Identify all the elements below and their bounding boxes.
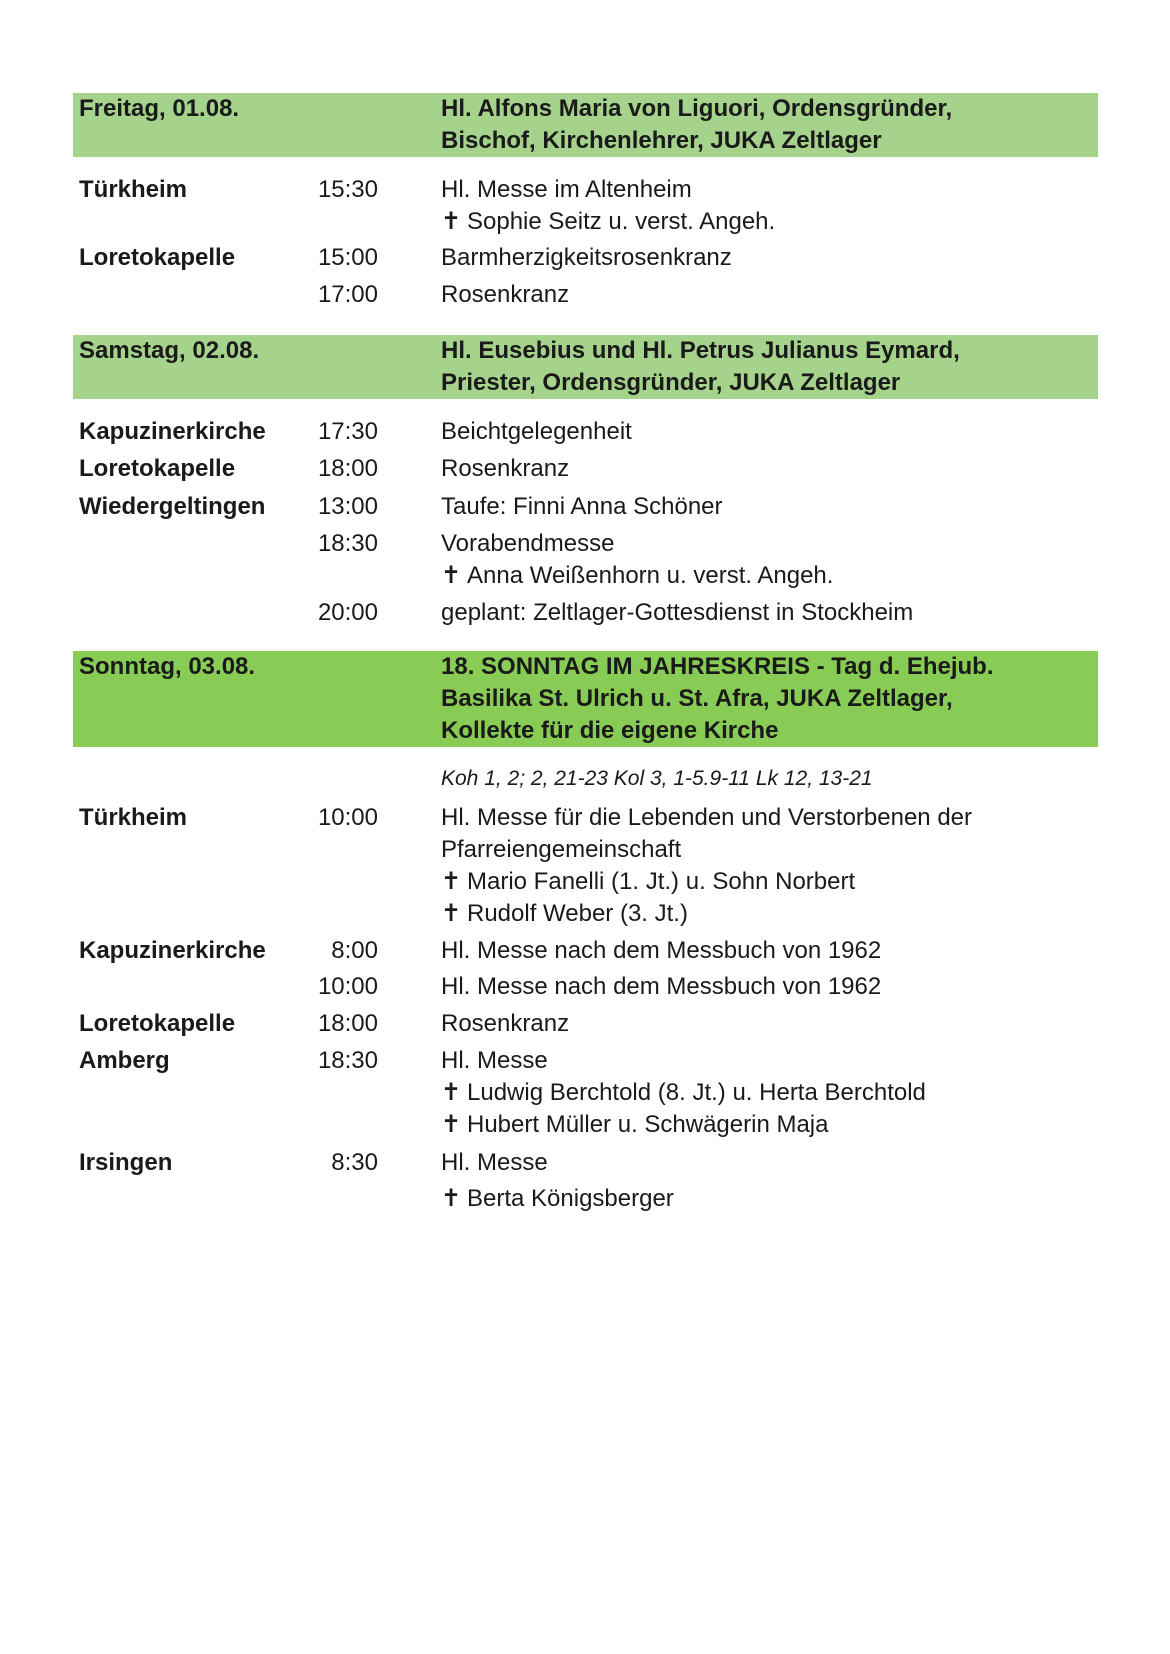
cross-icon: ✝ bbox=[441, 868, 462, 895]
entry-place: Wiedergeltingen bbox=[79, 493, 266, 520]
entry-time: 8:00 bbox=[331, 937, 378, 964]
entry-time: 17:30 bbox=[317, 418, 378, 445]
entry-event: Rosenkranz bbox=[441, 281, 570, 308]
entry-event: Rosenkranz bbox=[441, 1010, 570, 1037]
entry-time: 15:00 bbox=[317, 244, 378, 271]
day-feast-title: Hl. Eusebius und Hl. Petrus Julianus Eymard, Priester, Ordensgründer, JUKA Zeltlager bbox=[441, 337, 960, 396]
cross-icon: ✝ bbox=[441, 900, 462, 927]
day-date: Freitag, 01.08. bbox=[79, 95, 240, 122]
entry-event: Hl. Messe ✝ Ludwig Berchtold (8. Jt.) u. Herta Berchtold ✝ Hubert Müller u. Schwägerin Maja bbox=[441, 1045, 1121, 1141]
entry-time: 10:00 bbox=[317, 804, 378, 831]
entry-time: 10:00 bbox=[317, 973, 378, 1000]
intention: ✝ Ludwig Berchtold (8. Jt.) u. Herta Berchtold bbox=[441, 1077, 1121, 1109]
entry-place: Amberg bbox=[79, 1047, 170, 1074]
entry-event: Beichtgelegenheit bbox=[441, 418, 632, 445]
entry-event: geplant: Zeltlager-Gottesdienst in Stockheim bbox=[441, 599, 914, 626]
entry-time: 8:30 bbox=[331, 1149, 378, 1176]
entry-time: 18:30 bbox=[317, 1047, 378, 1074]
entry-event: Hl. Messe nach dem Messbuch von 1962 bbox=[441, 937, 882, 964]
entry-place: Türkheim bbox=[79, 804, 188, 831]
entry-place: Loretokapelle bbox=[79, 1010, 236, 1037]
day-header-sunday bbox=[73, 651, 1098, 747]
entry-event: Rosenkranz bbox=[441, 455, 570, 482]
cross-icon: ✝ bbox=[441, 562, 462, 589]
scripture-readings: Koh 1, 2; 2, 21-23 Kol 3, 1-5.9-11 Lk 12, 13-21 bbox=[441, 767, 873, 790]
entry-event: Vorabendmesse ✝ Anna Weißenhorn u. verst. Angeh. bbox=[441, 528, 1121, 592]
entry-place: Loretokapelle bbox=[79, 244, 236, 271]
day-date: Samstag, 02.08. bbox=[79, 337, 260, 364]
entry-time: 13:00 bbox=[317, 493, 378, 520]
intention: ✝ Mario Fanelli (1. Jt.) u. Sohn Norbert bbox=[441, 866, 1121, 898]
entry-place: Kapuzinerkirche bbox=[79, 937, 266, 964]
entry-time: 20:00 bbox=[317, 599, 378, 626]
day-feast-title: Hl. Alfons Maria von Liguori, Ordensgründer, Bischof, Kirchenlehrer, JUKA Zeltlager bbox=[441, 95, 953, 154]
entry-place: Kapuzinerkirche bbox=[79, 418, 266, 445]
entry-place: Irsingen bbox=[79, 1149, 173, 1176]
entry-event: Hl. Messe im Altenheim ✝ Sophie Seitz u. verst. Angeh. bbox=[441, 174, 1121, 238]
day-date: Sonntag, 03.08. bbox=[79, 653, 256, 680]
entry-time: 18:30 bbox=[317, 530, 378, 557]
entry-event: Hl. Messe ✝ Berta Königsberger bbox=[441, 1147, 1121, 1215]
entry-time: 15:30 bbox=[317, 176, 378, 203]
intention: ✝ Anna Weißenhorn u. verst. Angeh. bbox=[441, 560, 1121, 592]
intention: ✝ Berta Königsberger bbox=[441, 1183, 1121, 1215]
day-feast-title: 18. SONNTAG IM JAHRESKREIS - Tag d. Ehejub. Basilika St. Ulrich u. St. Afra, JUKA Zeltlager, Kollekte für die eigene Kirche bbox=[441, 653, 994, 744]
intention: ✝ Sophie Seitz u. verst. Angeh. bbox=[441, 206, 1121, 238]
cross-icon: ✝ bbox=[441, 1079, 462, 1106]
intention: ✝ Hubert Müller u. Schwägerin Maja bbox=[441, 1109, 1121, 1141]
entry-event: Barmherzigkeitsrosenkranz bbox=[441, 244, 732, 271]
entry-event: Hl. Messe für die Lebenden und Verstorbenen der Pfarreiengemeinschaft ✝ Mario Fanelli (1. Jt.) u. Sohn Norbert ✝ Rudolf Weber (3. Jt.) bbox=[441, 802, 1121, 930]
entry-place: Türkheim bbox=[79, 176, 188, 203]
entry-place: Loretokapelle bbox=[79, 455, 236, 482]
entry-time: 17:00 bbox=[317, 281, 378, 308]
entry-time: 18:00 bbox=[317, 1010, 378, 1037]
intention: ✝ Rudolf Weber (3. Jt.) bbox=[441, 898, 1121, 930]
entry-event: Taufe: Finni Anna Schöner bbox=[441, 493, 723, 520]
entry-event: Hl. Messe nach dem Messbuch von 1962 bbox=[441, 973, 882, 1000]
cross-icon: ✝ bbox=[441, 208, 462, 235]
entry-time: 18:00 bbox=[317, 455, 378, 482]
day-header-saturday bbox=[73, 335, 1098, 399]
cross-icon: ✝ bbox=[441, 1111, 462, 1138]
day-header-friday bbox=[73, 93, 1098, 157]
cross-icon: ✝ bbox=[441, 1185, 462, 1212]
